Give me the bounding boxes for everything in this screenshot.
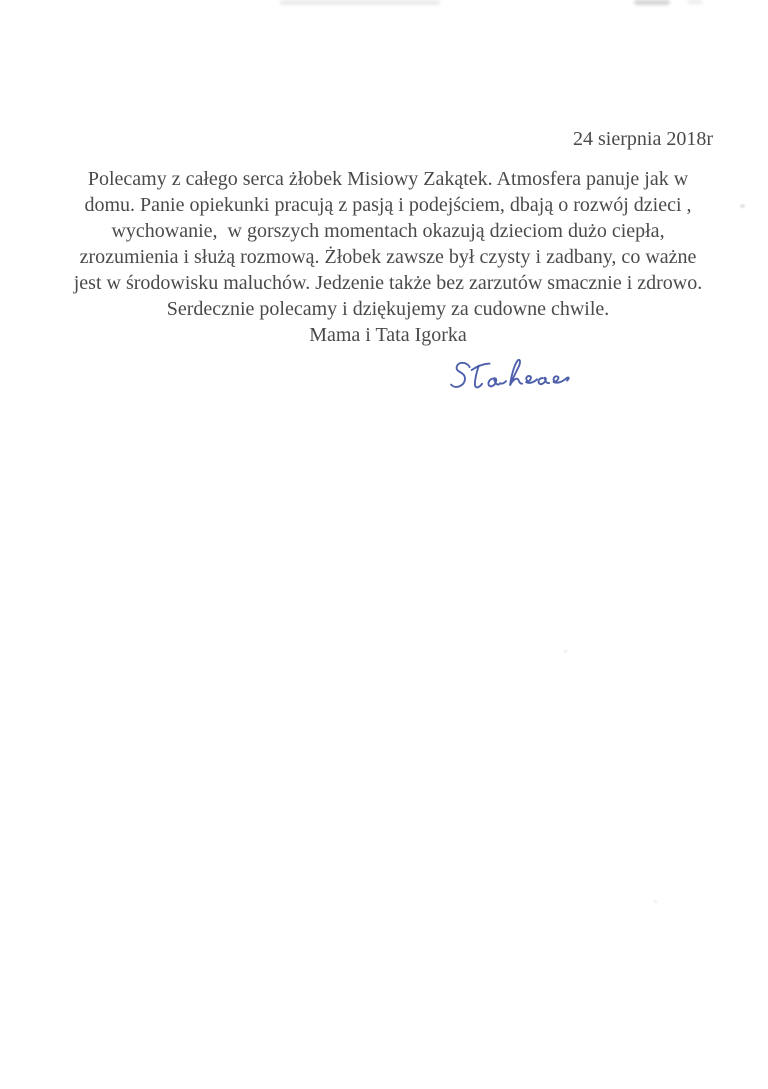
body-line: Polecamy z całego serca żłobek Misiowy Zakątek. Atmosfera panuje jak w xyxy=(87,168,689,190)
scan-artifact xyxy=(740,204,745,208)
body-line: jest w środowisku maluchów. Jedzenie także bez zarzutów smacznie i zdrowo. xyxy=(73,272,703,294)
scan-artifact xyxy=(280,0,440,5)
body-line: domu. Panie opiekunki pracują z pasją i podejściem, dbają o rozwój dzieci , xyxy=(84,194,692,216)
letter-body xyxy=(60,166,716,322)
letter-signoff: Mama i Tata Igorka xyxy=(309,324,467,346)
scan-artifact xyxy=(654,900,657,903)
body-line: Serdecznie polecamy i dziękujemy za cudowne chwile. xyxy=(166,298,610,320)
signature-ink-icon xyxy=(445,350,576,409)
body-line: zrozumienia i służą rozmową. Żłobek zawsze był czysty i zadbany, co ważne xyxy=(79,246,697,268)
scan-artifact xyxy=(564,650,567,653)
scan-artifact xyxy=(688,0,702,4)
body-line: wychowanie, w gorszych momentach okazują dzieciom dużo ciepła, xyxy=(111,220,665,242)
scan-artifact xyxy=(634,0,670,5)
handwritten-signature xyxy=(445,350,576,409)
letter-date: 24 sierpnia 2018r xyxy=(573,128,713,150)
